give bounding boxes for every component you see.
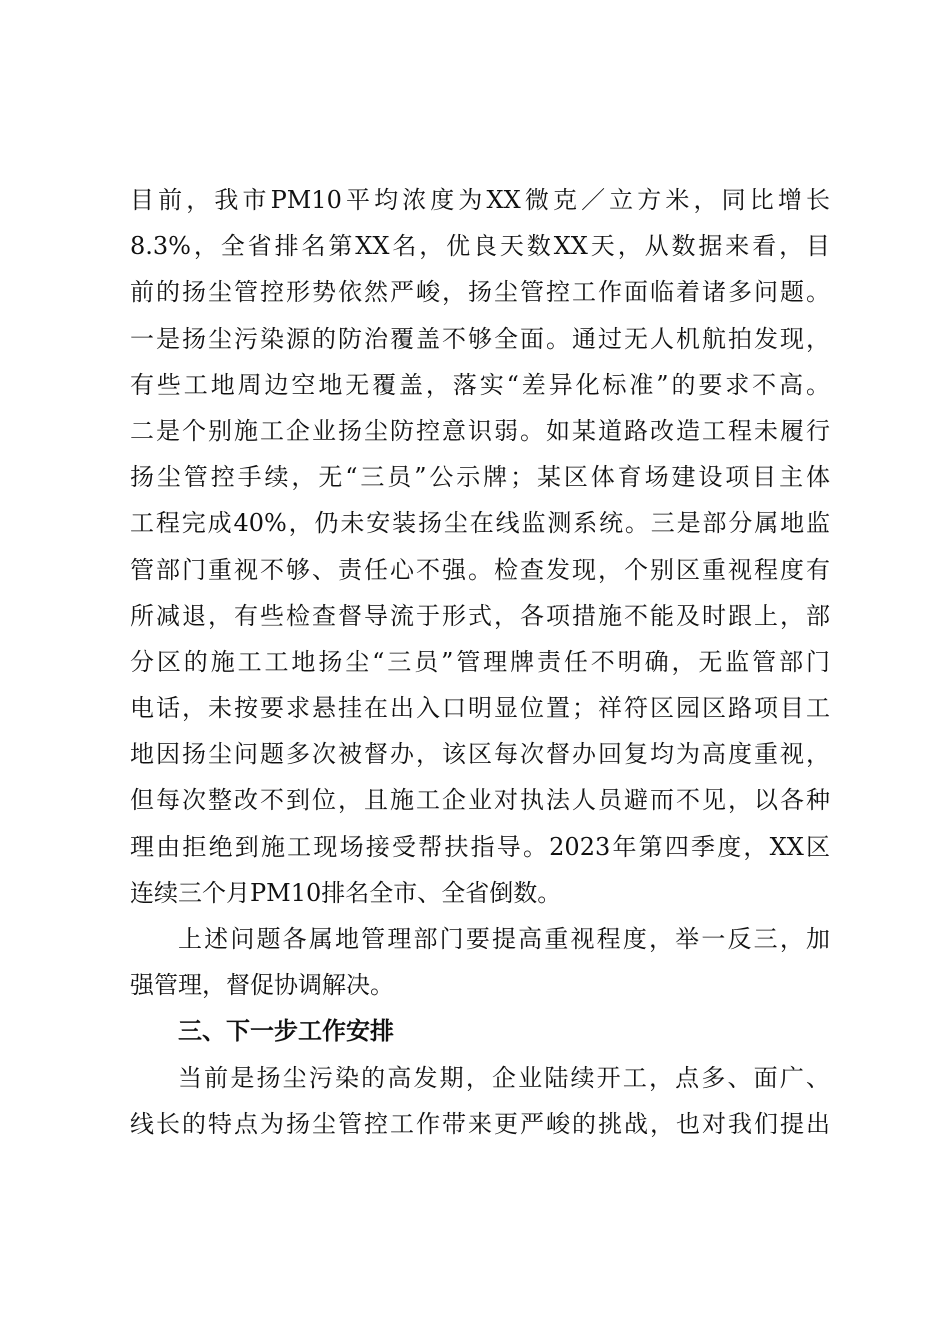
text-line: 管部门重视不够、责任心不强。检查发现，个别区重视程度有 — [130, 555, 830, 584]
text-line: 工程完成40%，仍未安装扬尘在线监测系统。三是部分属地监 — [130, 509, 830, 538]
text-line: 扬尘管控手续，无“三员”公示牌；某区体育场建设项目主体 — [130, 463, 830, 492]
text-line: 强管理，督促协调解决。 — [130, 971, 394, 1000]
text-line: 二是个别施工企业扬尘防控意识弱。如某道路改造工程未履行 — [130, 416, 830, 445]
text-line: 电话，未按要求悬挂在出入口明显位置；祥符区园区路项目工 — [130, 694, 830, 723]
text-line: 分区的施工工地扬尘“三员”管理牌责任不明确，无监管部门 — [130, 647, 830, 676]
text-line: 前的扬尘管控形势依然严峻，扬尘管控工作面临着诸多问题。 — [130, 278, 830, 307]
text-line: 所减退，有些检查督导流于形式，各项措施不能及时跟上，部 — [130, 601, 830, 630]
paragraph-problems — [130, 177, 830, 916]
text-line: 连续三个月PM10排名全市、全省倒数。 — [130, 878, 562, 907]
section-heading: 三、下一步工作安排 — [178, 1017, 394, 1046]
text-line: 8.3%，全省排名第XX名，优良天数XX天，从数据来看，目 — [130, 232, 830, 261]
text-line: 当前是扬尘污染的高发期，企业陆续开工，点多、面广、 — [178, 1063, 830, 1092]
text-line: 线长的特点为扬尘管控工作带来更严峻的挑战，也对我们提出 — [130, 1109, 830, 1138]
text-line: 理由拒绝到施工现场接受帮扶指导。2023年第四季度，XX区 — [130, 832, 830, 861]
text-line: 但每次整改不到位，且施工企业对执法人员避而不见，以各种 — [130, 786, 830, 815]
text-line: 有些工地周边空地无覆盖，落实“差异化标准”的要求不高。 — [130, 370, 830, 399]
document-body — [130, 177, 830, 1147]
text-line: 地因扬尘问题多次被督办，该区每次督办回复均为高度重视， — [130, 740, 830, 769]
text-line: 一是扬尘污染源的防治覆盖不够全面。通过无人机航拍发现， — [130, 324, 830, 353]
text-line: 目前，我市PM10平均浓度为XX微克／立方米，同比增长 — [130, 186, 830, 214]
text-line: 上述问题各属地管理部门要提高重视程度，举一反三，加 — [178, 925, 830, 953]
paragraph-requirement — [130, 916, 830, 1008]
paragraph-next-steps — [130, 1055, 830, 1147]
